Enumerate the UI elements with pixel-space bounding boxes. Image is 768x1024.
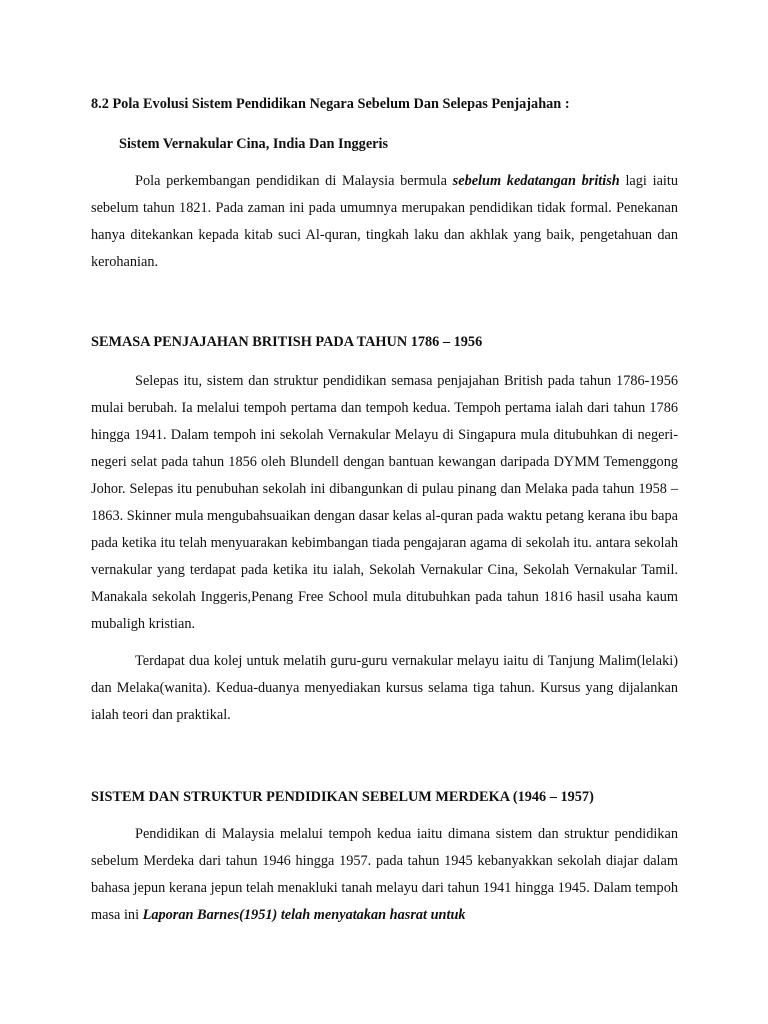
subheading: Sistem Vernakular Cina, India Dan Inggeris <box>119 136 389 152</box>
heading-pre-merdeka: SISTEM DAN STRUKTUR PENDIDIKAN SEBELUM MERDEKA (1946 – 1957) <box>91 789 594 805</box>
section-heading: 8.2 Pola Evolusi Sistem Pendidikan Negara Sebelum Dan Selepas Penjajahan : <box>91 96 570 112</box>
paragraph-teacher-colleges: Terdapat dua kolej untuk melatih guru-guru vernakular melayu iaitu di Tanjung Malim(lelaki) dan Melaka(wanita). Kedua-duanya menyediakan kursus selama tiga tahun. Kursus yang dijalankan ialah teori dan praktikal. <box>91 653 678 723</box>
paragraph-intro <box>91 168 678 276</box>
paragraph-pre-merdeka <box>91 821 678 929</box>
heading-british-colonial: SEMASA PENJAJAHAN BRITISH PADA TAHUN 1786 – 1956 <box>91 334 483 350</box>
paragraph-intro-text-before: Pola perkembangan pendidikan di Malaysia bermula <box>135 173 453 189</box>
paragraph-pre-merdeka-text: Pendidikan di Malaysia melalui tempoh kedua iaitu dimana sistem dan struktur pendidikan sebelum Merdeka dari tahun 1946 hingga 1957. pada tahun 1945 kebanyakkan sekolah diajar dalam bahasa jepun kerana jepun telah menakluki tanah melayu dari tahun 1941 hingga 1945. Dalam tempoh masa ini <box>91 826 678 923</box>
paragraph-british-period: Selepas itu, sistem dan struktur pendidikan semasa penjajahan British pada tahun 1786-1956 mulai berubah. Ia melalui tempoh pertama dan tempoh kedua. Tempoh pertama ialah dari tahun 1786 hingga 1941. Dalam tempoh ini sekolah Vernakular Melayu di Singapura mula ditubuhkan di negeri-negeri selat pada tahun 1856 oleh Blundell dengan bantuan kewangan daripada DYMM Temenggong Johor. Selepas itu penubuhan sekolah ini dibangunkan di pulau pinang dan Melaka pada tahun 1958 – 1863. Skinner mula mengubahsuaikan dengan dasar kelas al-quran pada waktu petang kerana ibu bapa pada ketika itu telah menyuarakan kebimbangan tiada pengajaran agama di sekolah itu. antara sekolah vernakular yang terdapat pada ketika itu ialah, Sekolah Vernakular Cina, Sekolah Vernakular Tamil. Manakala sekolah Inggeris,Penang Free School mula ditubuhkan pada tahun 1816 hasil usaha kaum mubaligh kristian. <box>91 373 678 632</box>
paragraph-intro-emphasis: sebelum kedatangan british <box>452 173 620 189</box>
paragraph-intro-text-after: lagi iaitu sebelum tahun 1821. Pada zaman ini pada umumnya merupakan pendidikan tidak formal. Penekanan hanya ditekankan kepada kitab suci Al-quran, tingkah laku dan akhlak yang baik, pengetahuan dan kerohanian. <box>91 173 679 270</box>
paragraph-pre-merdeka-emphasis: Laporan Barnes(1951) telah menyatakan hasrat untuk <box>142 907 466 923</box>
